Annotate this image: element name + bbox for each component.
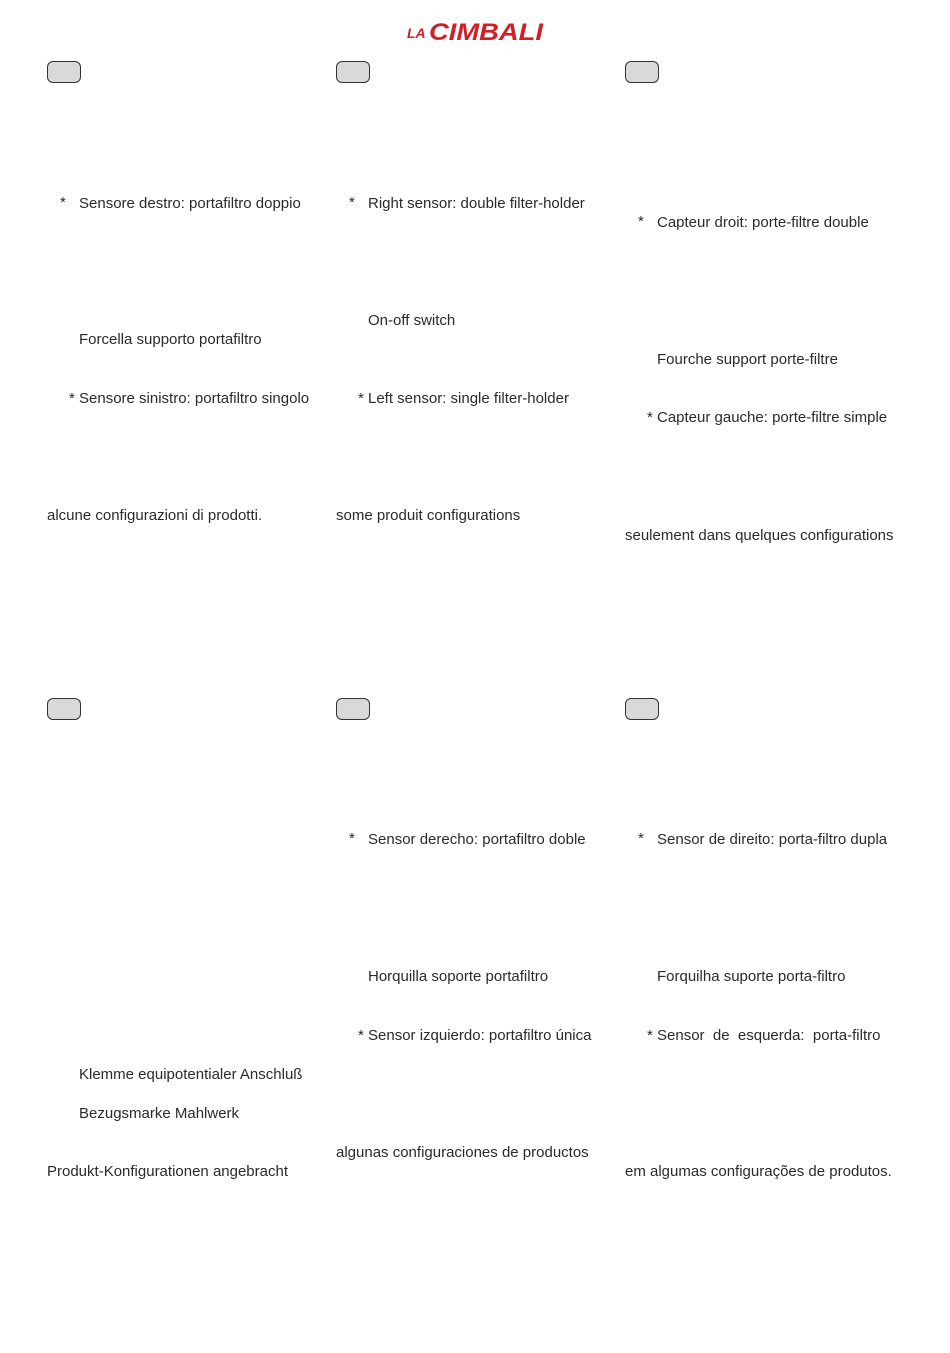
es-note: algunas configuraciones de productos bbox=[336, 1144, 589, 1161]
language-tab-en bbox=[336, 61, 370, 83]
pt-note: em algumas configurações de produtos. bbox=[625, 1163, 892, 1180]
en-switch: On-off switch bbox=[368, 312, 456, 329]
language-tab-it bbox=[47, 61, 81, 83]
de-note: Produkt-Konfigurationen angebracht bbox=[47, 1163, 288, 1180]
it-right-sensor: Sensore destro: portafiltro doppio bbox=[79, 195, 301, 212]
fr-fork: Fourche support porte-filtre bbox=[657, 351, 838, 368]
bullet-marker: * bbox=[647, 409, 653, 426]
it-fork: Forcella supporto portafiltro bbox=[79, 331, 262, 348]
bullet-marker: * bbox=[69, 390, 75, 407]
language-tab-es bbox=[336, 698, 370, 720]
bullet-marker: * bbox=[358, 1027, 364, 1044]
bullet-marker: * bbox=[358, 390, 364, 407]
lacimbali-logo bbox=[405, 8, 547, 48]
bullet-marker: * bbox=[349, 830, 355, 847]
logo-brand: CIMBALI bbox=[429, 19, 545, 46]
de-grinder-mark: Bezugsmarke Mahlwerk bbox=[79, 1105, 240, 1122]
fr-note: seulement dans quelques configurations bbox=[625, 527, 894, 544]
de-terminal: Klemme equipotentialer Anschluß bbox=[79, 1066, 303, 1083]
bullet-marker: * bbox=[647, 1027, 653, 1044]
language-tab-de bbox=[47, 698, 81, 720]
es-left-sensor: Sensor izquierdo: portafiltro única bbox=[368, 1027, 592, 1044]
fr-right-sensor: Capteur droit: porte-filtre double bbox=[657, 214, 869, 231]
es-fork: Horquilla soporte portafiltro bbox=[368, 968, 549, 985]
es-right-sensor: Sensor derecho: portafiltro doble bbox=[368, 831, 586, 848]
bullet-marker: * bbox=[60, 194, 66, 211]
pt-left-sensor: Sensor de esquerda: porta-filtro bbox=[657, 1027, 881, 1044]
en-note: some produit configurations bbox=[336, 507, 521, 524]
fr-left-sensor: Capteur gauche: porte-filtre simple bbox=[657, 409, 888, 426]
it-note: alcune configurazioni di prodotti. bbox=[47, 507, 263, 524]
logo-la: LA bbox=[407, 25, 426, 41]
bullet-marker: * bbox=[638, 213, 644, 230]
pt-fork: Forquilha suporte porta-filtro bbox=[657, 968, 846, 985]
bullet-marker: * bbox=[638, 830, 644, 847]
bullet-marker: * bbox=[349, 194, 355, 211]
en-left-sensor: Left sensor: single filter-holder bbox=[368, 390, 569, 407]
language-tab-pt bbox=[625, 698, 659, 720]
it-left-sensor: Sensore sinistro: portafiltro singolo bbox=[79, 390, 310, 407]
en-right-sensor: Right sensor: double filter-holder bbox=[368, 195, 585, 212]
pt-right-sensor: Sensor de direito: porta-filtro dupla bbox=[657, 831, 888, 848]
language-tab-fr bbox=[625, 61, 659, 83]
